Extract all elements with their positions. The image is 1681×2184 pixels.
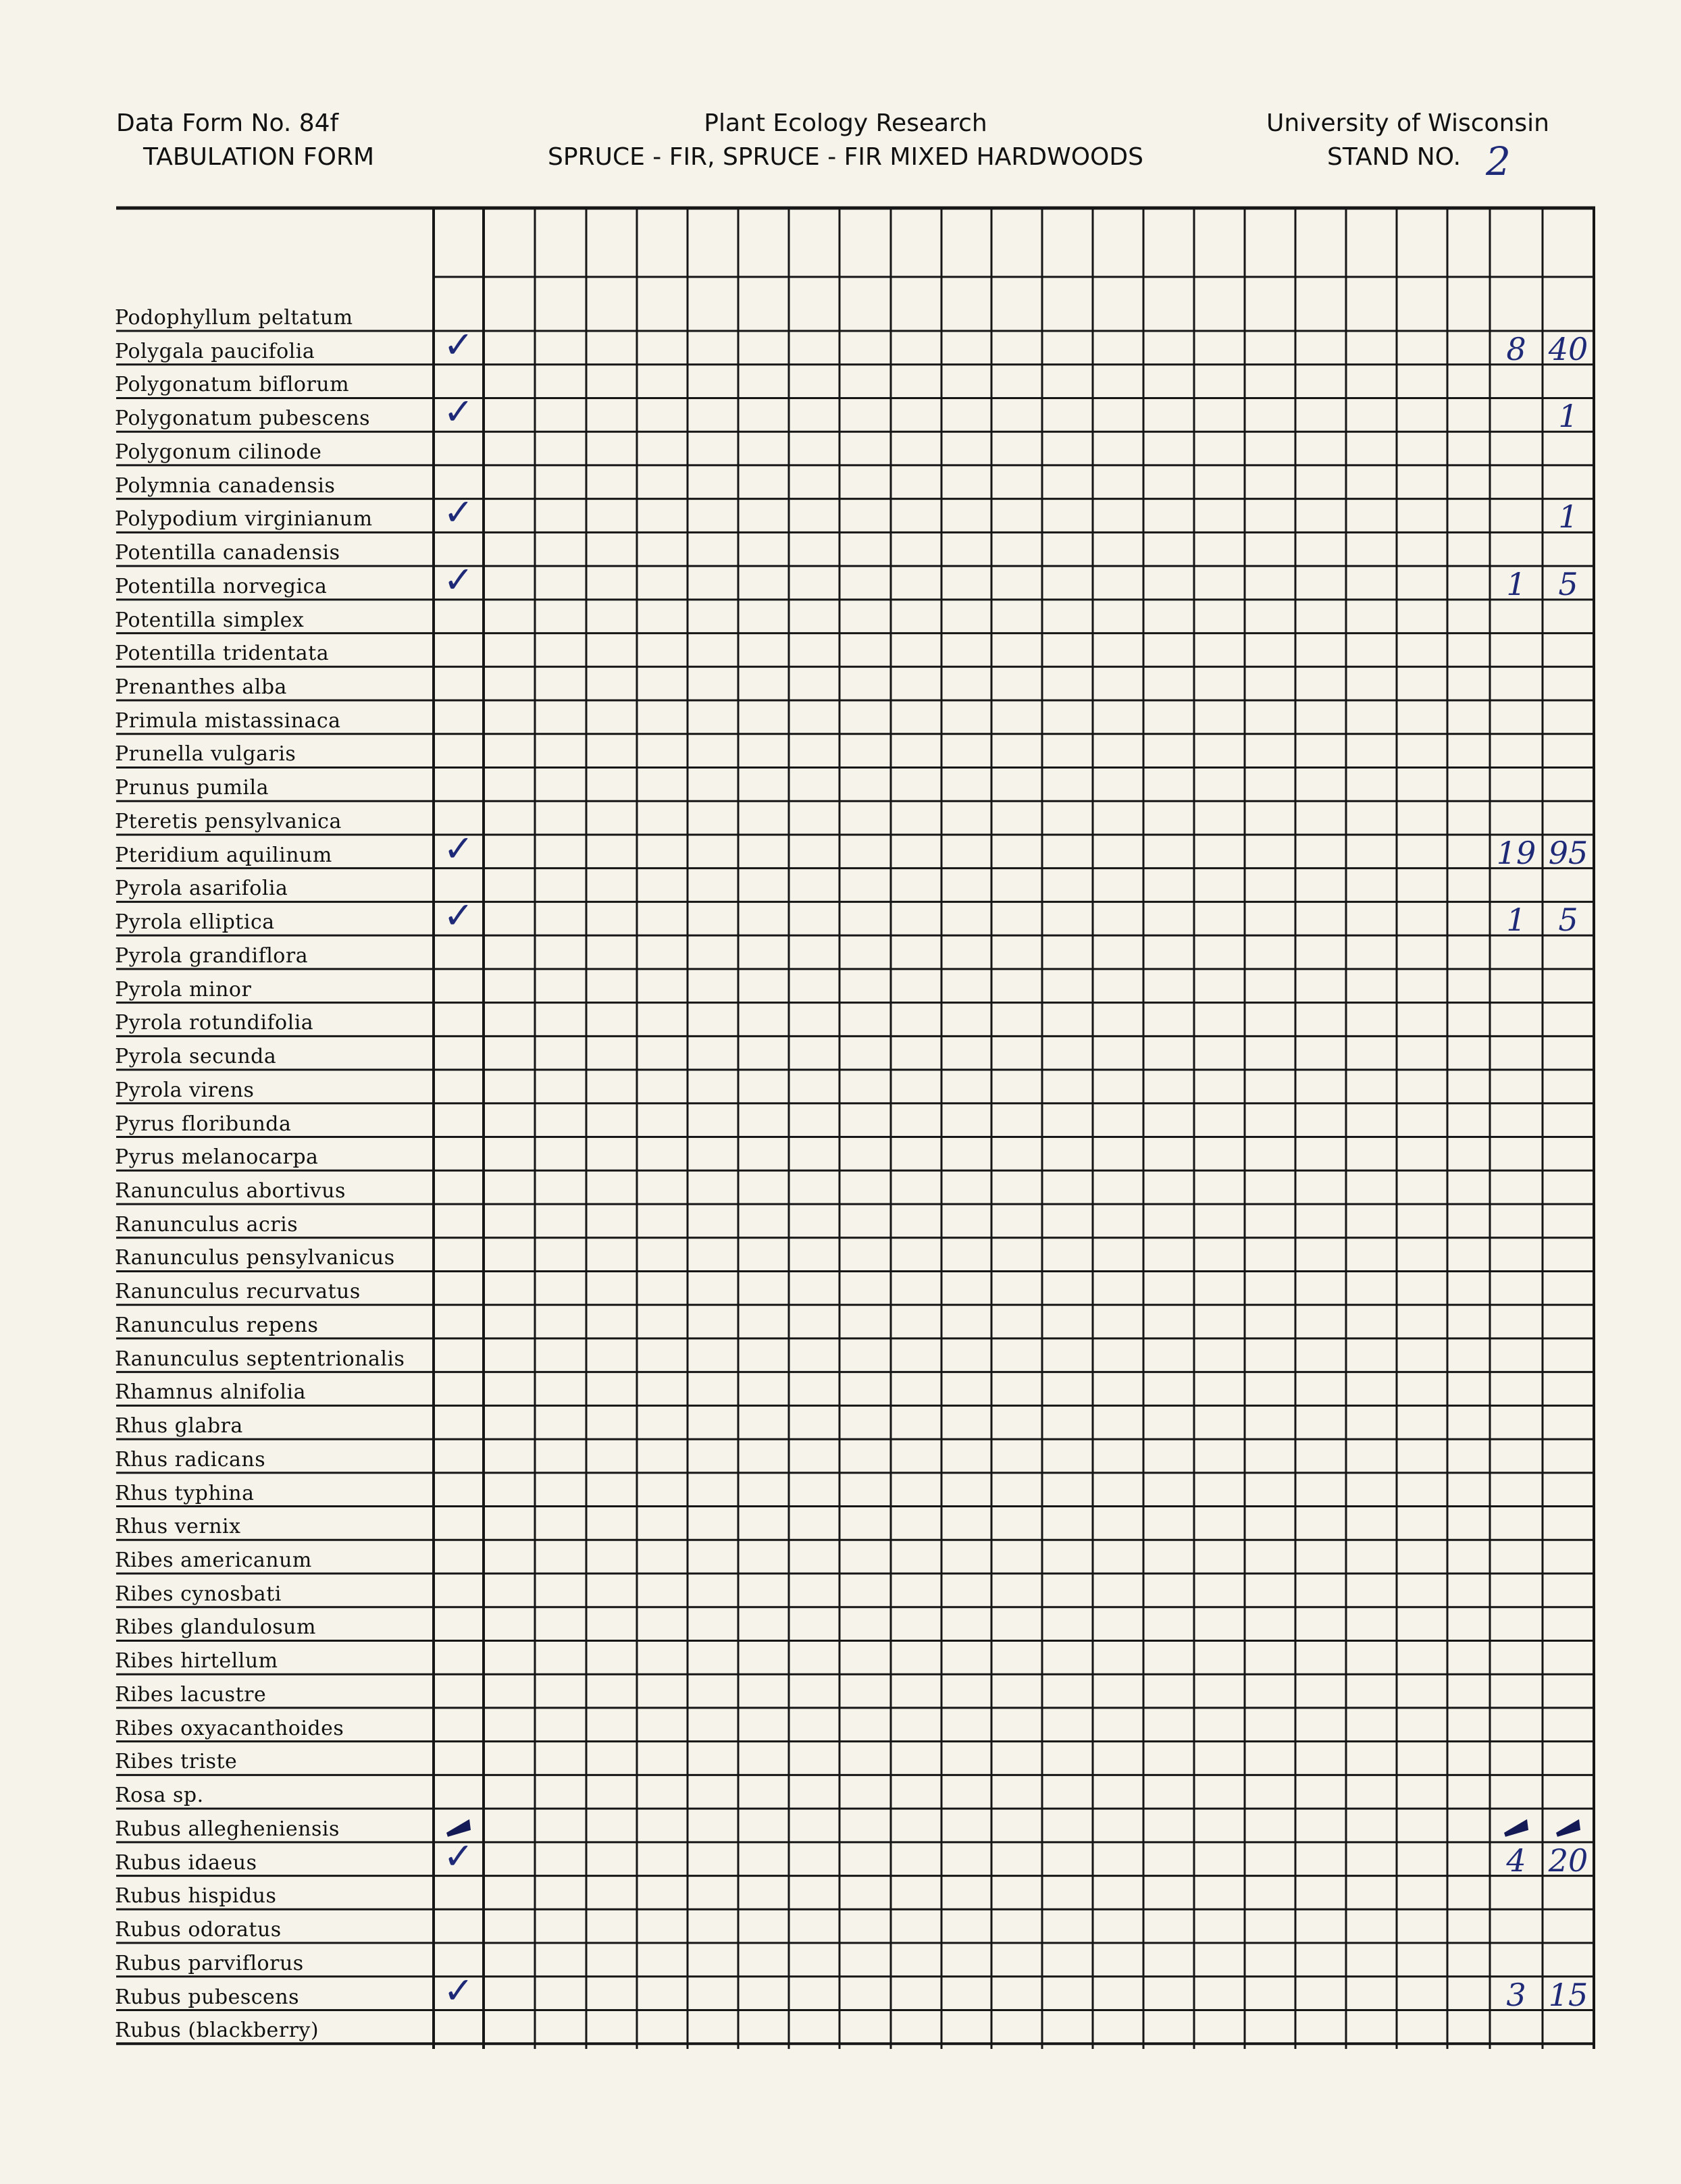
presence-check-mark: ✓ <box>443 894 474 937</box>
species-name: Pyrus floribunda <box>115 1112 292 1136</box>
species-name: Ranunculus septentrionalis <box>115 1347 405 1371</box>
species-name: Polypodium virginianum <box>115 507 373 531</box>
frequency-value: 1 <box>1506 565 1526 602</box>
species-name: Ribes cynosbati <box>115 1582 282 1606</box>
frequency-value: 1 <box>1506 902 1526 939</box>
species-name: Rubus idaeus <box>115 1850 257 1875</box>
species-name: Ranunculus abortivus <box>115 1178 346 1203</box>
species-name: Rhus typhina <box>115 1481 255 1505</box>
species-name: Potentilla canadensis <box>115 541 340 565</box>
presence-check-mark: ✓ <box>443 491 474 534</box>
species-name: Ribes americanum <box>115 1549 312 1572</box>
presence-check-mark <box>446 1819 471 1837</box>
total-value: 95 <box>1548 834 1588 871</box>
species-name: Pyrola elliptica <box>115 910 275 935</box>
species-name: Ribes glandulosum <box>115 1615 316 1640</box>
species-name: Rhus radicans <box>115 1447 266 1472</box>
species-name: Pyrus melanocarpa <box>115 1145 319 1170</box>
species-name: Pyrola grandiflora <box>115 943 309 968</box>
frequency-value: 4 <box>1506 1842 1526 1879</box>
species-name: Pteridium aquilinum <box>115 843 332 867</box>
frequency-value: 3 <box>1506 1976 1526 2013</box>
total-value: 1 <box>1558 398 1578 435</box>
species-name: Rhus vernix <box>115 1515 241 1539</box>
species-name: Prunella vulgaris <box>115 742 296 766</box>
species-name: Potentilla norvegica <box>115 574 328 598</box>
species-name: Rubus allegheniensis <box>115 1817 340 1841</box>
species-name: Rubus pubescens <box>115 1985 300 2009</box>
total-value: 15 <box>1548 1976 1588 2013</box>
species-name: Ranunculus repens <box>115 1313 319 1337</box>
species-name: Pyrola secunda <box>115 1045 277 1069</box>
form-number: Data Form No. 84f <box>116 109 339 137</box>
species-name: Ribes oxyacanthoides <box>115 1716 344 1740</box>
stand-number-value: 2 <box>1486 138 1511 184</box>
total-value: 5 <box>1558 565 1578 602</box>
org-line: Plant Ecology Research <box>704 109 987 137</box>
species-name: Ribes lacustre <box>115 1682 267 1707</box>
frequency-value: 8 <box>1506 330 1526 367</box>
species-name: Rubus parviflorus <box>115 1951 304 1975</box>
presence-check-mark: ✓ <box>443 323 474 366</box>
species-name: Rosa sp. <box>115 1784 204 1808</box>
species-name: Ribes hirtellum <box>115 1649 278 1673</box>
presence-check-mark: ✓ <box>443 558 474 601</box>
forest-type-title: SPRUCE - FIR, SPRUCE - FIR MIXED HARDWOODS <box>548 143 1143 171</box>
species-name: Prunus pumila <box>115 776 269 800</box>
species-name: Polygonatum pubescens <box>115 407 371 431</box>
species-name: Podophyllum peltatum <box>115 306 353 330</box>
total-value: 1 <box>1558 498 1578 536</box>
frequency-value <box>1504 1819 1528 1837</box>
species-name: Primula mistassinaca <box>115 708 341 733</box>
species-name: Potentilla simplex <box>115 608 305 632</box>
species-name: Polygonum cilinode <box>115 440 322 464</box>
total-value: 20 <box>1548 1842 1588 1879</box>
total-value: 40 <box>1548 330 1588 367</box>
total-value: 5 <box>1558 902 1578 939</box>
species-name: Polygonatum biflorum <box>115 373 350 397</box>
species-name: Polymnia canadensis <box>115 473 336 498</box>
species-name: Ranunculus recurvatus <box>115 1280 361 1304</box>
species-name: Ribes triste <box>115 1750 238 1774</box>
stand-label: STAND NO. <box>1327 143 1462 171</box>
species-name: Pyrola minor <box>115 977 252 1002</box>
university-name: University of Wisconsin <box>1266 109 1549 137</box>
species-name: Ranunculus pensylvanicus <box>115 1246 395 1270</box>
form-type: TABULATION FORM <box>143 143 375 171</box>
total-value <box>1556 1819 1580 1837</box>
species-name: Prenanthes alba <box>115 675 287 700</box>
species-name: Polygala paucifolia <box>115 339 315 363</box>
species-name: Rubus odoratus <box>115 1918 282 1942</box>
species-name: Rubus hispidus <box>115 1884 277 1908</box>
species-name: Pyrola rotundifolia <box>115 1011 314 1035</box>
species-name: Rhus glabra <box>115 1414 243 1438</box>
frequency-value: 19 <box>1496 834 1536 871</box>
species-name: Potentilla tridentata <box>115 642 330 666</box>
presence-check-mark: ✓ <box>443 1969 474 2012</box>
species-name: Rhamnus alnifolia <box>115 1380 306 1405</box>
species-name: Rubus (blackberry) <box>115 2019 319 2043</box>
presence-check-mark: ✓ <box>443 1834 474 1877</box>
species-name: Pyrola virens <box>115 1078 255 1102</box>
species-name: Ranunculus acris <box>115 1212 299 1237</box>
species-name: Pteretis pensylvanica <box>115 809 342 833</box>
species-name: Pyrola asarifolia <box>115 877 288 901</box>
presence-check-mark: ✓ <box>443 390 474 434</box>
presence-check-mark: ✓ <box>443 827 474 870</box>
